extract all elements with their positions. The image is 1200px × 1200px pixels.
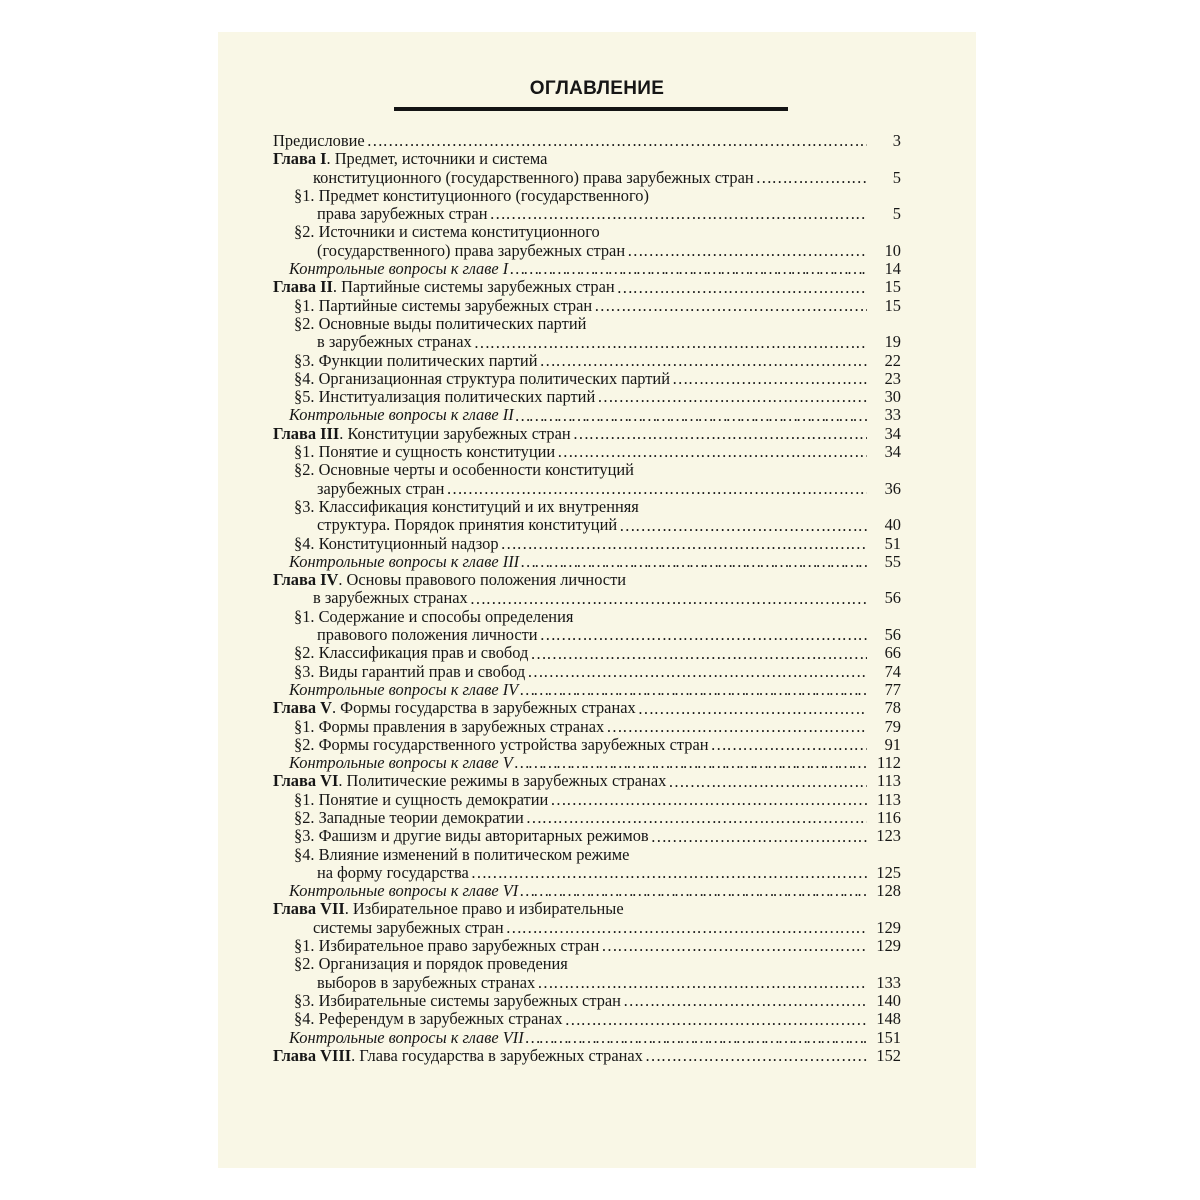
dot-leader	[474, 334, 867, 352]
toc-entry	[273, 681, 901, 699]
toc-title: §1. Формы правления в зарубежных странах	[294, 716, 605, 736]
toc-title: §2. Источники и система конституционного	[294, 222, 600, 242]
toc-title: §4. Конституционный надзор	[294, 533, 499, 553]
toc-entry	[273, 187, 901, 205]
dot-leader	[537, 974, 867, 992]
toc-entry	[273, 626, 901, 644]
toc-title: выборов в зарубежных странах	[317, 972, 536, 992]
dot-leader	[619, 517, 867, 535]
toc-entry	[273, 608, 901, 626]
toc-entry	[273, 242, 901, 260]
toc-entry	[273, 791, 901, 809]
dot-leader	[668, 773, 867, 791]
dot-leader	[501, 535, 867, 553]
toc-entry-text	[317, 333, 472, 351]
page-number: 79	[884, 716, 901, 736]
toc-entry-text	[313, 589, 468, 607]
toc-title: §1. Предмет конституционного (государственного)	[294, 185, 649, 205]
toc-entry-text	[294, 992, 621, 1010]
page-number: 116	[877, 807, 901, 827]
dot-leader	[711, 736, 867, 754]
page-number: 133	[876, 972, 901, 992]
toc-entry	[273, 846, 901, 864]
toc-title: конституционного (государственного) права зарубежных стран	[313, 167, 754, 187]
dot-leader	[638, 700, 867, 718]
dot-leader	[617, 279, 867, 297]
chapter-label: Глава VI	[273, 771, 339, 791]
toc-title: §2. Основные выды политических партий	[294, 313, 587, 333]
toc-entry-text	[294, 954, 568, 973]
toc-entry	[273, 461, 901, 479]
toc-entry	[273, 553, 901, 571]
toc-entry	[273, 333, 901, 351]
toc-title: §1. Содержание и способы определения	[294, 606, 574, 626]
toc-entry-text	[289, 882, 518, 900]
toc-entry-text	[294, 370, 670, 388]
toc-title: . Политические режимы в зарубежных странах	[338, 771, 667, 791]
toc-title: §3. Виды гарантий прав и свобод	[294, 661, 526, 681]
toc-entry-text	[273, 570, 626, 589]
page-number: 40	[884, 515, 901, 535]
toc-title: §4. Организационная структура политических партий	[294, 368, 670, 388]
dot-leader	[516, 407, 867, 425]
page-number: 3	[892, 131, 901, 150]
page-number: 23	[884, 368, 901, 388]
page-number: 77	[884, 679, 901, 699]
page-number: 36	[884, 478, 901, 498]
toc-entry-text	[289, 260, 508, 278]
chapter-label: Глава III	[273, 423, 340, 443]
dot-leader	[651, 828, 867, 846]
toc-entry	[273, 169, 901, 187]
toc-entry-text	[294, 1010, 563, 1028]
toc-entry	[273, 772, 901, 790]
toc-entry-text	[294, 535, 499, 553]
toc-title: в зарубежных странах	[317, 332, 472, 352]
dot-leader	[601, 937, 867, 955]
toc-entry	[273, 663, 901, 681]
toc-title: §2. Формы государственного устройства зарубежных стран	[294, 734, 709, 754]
dot-leader	[515, 754, 867, 772]
toc-entry	[273, 827, 901, 845]
toc-entry	[273, 370, 901, 388]
page-number: 113	[877, 789, 901, 809]
chapter-label: Глава II	[273, 277, 333, 297]
chapter-label: Глава V	[273, 698, 332, 718]
dot-leader	[606, 718, 867, 736]
toc-entry-text	[289, 406, 514, 424]
page-title: ОГЛАВЛЕНИЕ	[529, 78, 665, 99]
toc-title: §2. Западные теории демократии	[294, 807, 524, 827]
toc-entry	[273, 754, 901, 772]
toc-entry-text	[294, 222, 600, 241]
page-number: 129	[876, 936, 901, 956]
page-number: 56	[884, 588, 901, 608]
page-number: 34	[884, 423, 901, 443]
toc-entry	[273, 974, 901, 992]
toc-title: Контрольные вопросы к главе I	[289, 259, 509, 279]
dot-leader	[446, 480, 867, 498]
toc-title: §3. Классификация конституций и их внутренняя	[294, 496, 639, 516]
dot-leader	[526, 1029, 867, 1047]
toc-entry-text	[294, 388, 595, 406]
table-of-contents	[273, 132, 901, 1065]
toc-title: . Конституции зарубежных стран	[339, 423, 571, 443]
toc-entry-text	[313, 919, 504, 937]
dot-leader	[550, 791, 867, 809]
toc-entry	[273, 992, 901, 1010]
toc-entry-text	[294, 497, 639, 516]
toc-entry	[273, 1047, 901, 1065]
toc-entry-text	[289, 553, 519, 571]
toc-entry-text	[317, 516, 617, 534]
toc-entry-text	[294, 845, 629, 864]
dot-leader	[506, 919, 867, 937]
dot-leader	[557, 443, 867, 461]
toc-entry-text	[313, 169, 754, 187]
page-number: 74	[884, 661, 901, 681]
toc-entry	[273, 352, 901, 370]
toc-title: Контрольные вопросы к главе II	[289, 405, 514, 425]
toc-title: системы зарубежных стран	[313, 917, 504, 937]
page-number: 30	[884, 387, 901, 407]
dot-leader	[756, 169, 867, 187]
toc-entry-text	[289, 1029, 524, 1047]
toc-entry-text	[273, 425, 571, 443]
toc-entry	[273, 864, 901, 882]
page-number: 19	[884, 332, 901, 352]
toc-entry-text	[317, 864, 469, 882]
toc-entry-text	[317, 480, 444, 498]
page-number: 128	[876, 881, 901, 901]
toc-entry-text	[294, 791, 548, 809]
chapter-label: Глава IV	[273, 570, 339, 590]
toc-title: Контрольные вопросы к главе V	[289, 753, 513, 773]
toc-entry	[273, 937, 901, 955]
dot-leader	[627, 242, 867, 260]
toc-entry-text	[294, 314, 586, 333]
toc-title: Контрольные вопросы к главе VI	[289, 881, 519, 901]
toc-entry	[273, 223, 901, 241]
page-number: 91	[884, 734, 901, 754]
toc-entry	[273, 718, 901, 736]
page-number: 113	[877, 771, 901, 791]
page-number: 55	[884, 551, 901, 571]
toc-entry	[273, 443, 901, 461]
page-number: 148	[876, 1009, 901, 1029]
toc-title: права зарубежных стран	[317, 204, 488, 224]
toc-entry-text	[273, 699, 636, 717]
page-number: 123	[876, 826, 901, 846]
page-number: 22	[884, 350, 901, 370]
toc-entry-text	[289, 681, 518, 699]
toc-title: правового положения личности	[317, 625, 538, 645]
toc-entry-text	[273, 772, 666, 790]
toc-title: . Предмет, источники и система	[326, 149, 548, 169]
dot-leader	[540, 626, 867, 644]
toc-title: §2. Организация и порядок проведения	[294, 954, 568, 974]
toc-entry-text	[294, 644, 528, 662]
title-underline	[394, 107, 788, 111]
toc-entry	[273, 535, 901, 553]
toc-entry-text	[294, 460, 634, 479]
page-number: 140	[876, 990, 901, 1010]
toc-entry-text	[294, 297, 592, 315]
toc-entry-text	[294, 607, 573, 626]
toc-title: в зарубежных странах	[313, 588, 468, 608]
dot-leader	[573, 425, 867, 443]
toc-entry	[273, 736, 901, 754]
page-number: 15	[884, 295, 901, 315]
dot-leader	[672, 370, 867, 388]
dot-leader	[645, 1047, 867, 1065]
toc-title: зарубежных стран	[317, 478, 445, 498]
toc-entry	[273, 205, 901, 223]
dot-leader	[490, 205, 867, 223]
toc-entry-text	[273, 1047, 643, 1065]
toc-entry-text	[294, 718, 604, 736]
toc-entry	[273, 480, 901, 498]
page-number: 56	[884, 625, 901, 645]
toc-entry-text	[294, 663, 525, 681]
toc-title: Контрольные вопросы к главе VII	[289, 1027, 524, 1047]
toc-title: Контрольные вопросы к главе III	[289, 551, 520, 571]
dot-leader	[471, 864, 867, 882]
toc-entry	[273, 498, 901, 516]
toc-title: §1. Партийные системы зарубежных стран	[294, 295, 593, 315]
toc-entry	[273, 516, 901, 534]
toc-entry-text	[273, 132, 365, 150]
toc-entry-text	[273, 149, 547, 168]
dot-leader	[521, 553, 867, 571]
toc-title: §5. Институализация политических партий	[294, 387, 596, 407]
toc-title: Предисловие	[273, 131, 365, 150]
dot-leader	[539, 352, 867, 370]
toc-entry-text	[294, 827, 649, 845]
toc-entry-text	[317, 242, 625, 260]
dot-leader	[530, 645, 867, 663]
page-number: 78	[884, 698, 901, 718]
dot-leader	[526, 809, 867, 827]
page-number: 125	[876, 862, 901, 882]
toc-title: §1. Понятие и сущность конституции	[294, 442, 556, 462]
toc-title: . Избирательное право и избирательные	[344, 899, 624, 919]
toc-entry-text	[294, 443, 555, 461]
toc-entry	[273, 571, 901, 589]
toc-entry-text	[317, 974, 535, 992]
toc-entry	[273, 644, 901, 662]
page-number: 5	[892, 167, 901, 187]
toc-entry	[273, 315, 901, 333]
toc-title: §1. Избирательное право зарубежных стран	[294, 936, 600, 956]
dot-leader	[594, 297, 867, 315]
page-number: 112	[877, 753, 901, 773]
page-number: 5	[892, 204, 901, 224]
toc-entry-text	[273, 278, 615, 296]
toc-title: Контрольные вопросы к главе IV	[289, 679, 519, 699]
dot-leader	[623, 992, 867, 1010]
toc-entry	[273, 1010, 901, 1028]
toc-title: . Формы государства в зарубежных странах	[331, 698, 636, 718]
toc-entry-text	[294, 352, 537, 370]
toc-title: структура. Порядок принятия конституций	[317, 515, 618, 535]
toc-entry	[273, 955, 901, 973]
toc-entry-text	[294, 186, 649, 205]
toc-entry-text	[317, 205, 488, 223]
chapter-label: Глава I	[273, 149, 327, 169]
page-number: 66	[884, 643, 901, 663]
dot-leader	[367, 132, 867, 150]
toc-title: §3. Избирательные системы зарубежных стран	[294, 990, 621, 1010]
page-number: 129	[876, 917, 901, 937]
toc-title: (государственного) права зарубежных стран	[317, 240, 626, 260]
page-number: 14	[884, 259, 901, 279]
toc-entry	[273, 1029, 901, 1047]
toc-entry-text	[289, 754, 513, 772]
toc-title: . Глава государства в зарубежных странах	[351, 1045, 643, 1065]
toc-title: §2. Классификация прав и свобод	[294, 643, 529, 663]
chapter-label: Глава VIII	[273, 1045, 352, 1065]
chapter-label: Глава VII	[273, 899, 345, 919]
dot-leader	[470, 590, 867, 608]
toc-entry	[273, 150, 901, 168]
toc-entry-text	[317, 626, 538, 644]
toc-title: §3. Функции политических партий	[294, 350, 538, 370]
dot-leader	[520, 681, 867, 699]
toc-entry	[273, 699, 901, 717]
dot-leader	[597, 388, 867, 406]
dot-leader	[565, 1011, 867, 1029]
page-number: 34	[884, 442, 901, 462]
toc-title: §4. Референдум в зарубежных странах	[294, 1009, 563, 1029]
toc-title: . Партийные системы зарубежных стран	[332, 277, 615, 297]
toc-entry-text	[294, 736, 709, 754]
toc-entry	[273, 882, 901, 900]
toc-entry	[273, 425, 901, 443]
dot-leader	[527, 663, 867, 681]
page-number: 15	[884, 277, 901, 297]
toc-entry	[273, 132, 901, 150]
toc-title: §3. Фашизм и другие виды авторитарных режимов	[294, 826, 649, 846]
toc-title: §2. Основные черты и особенности конституций	[294, 460, 634, 480]
toc-entry	[273, 406, 901, 424]
toc-entry	[273, 388, 901, 406]
toc-entry	[273, 260, 901, 278]
page-number: 151	[876, 1027, 901, 1047]
toc-entry	[273, 589, 901, 607]
toc-entry	[273, 278, 901, 296]
toc-entry	[273, 297, 901, 315]
page-number: 10	[884, 240, 901, 260]
book-page	[218, 32, 976, 1168]
toc-entry	[273, 900, 901, 918]
toc-entry	[273, 809, 901, 827]
page-number: 152	[876, 1045, 901, 1065]
toc-title: §4. Влияние изменений в политическом режиме	[294, 844, 630, 864]
dot-leader	[520, 882, 867, 900]
toc-title: §1. Понятие и сущность демократии	[294, 789, 549, 809]
page-number: 33	[884, 405, 901, 425]
toc-title: на форму государства	[317, 862, 469, 882]
toc-entry-text	[273, 899, 624, 918]
dot-leader	[510, 260, 867, 278]
toc-title: . Основы правового положения личности	[338, 570, 627, 590]
toc-entry-text	[294, 937, 599, 955]
toc-entry-text	[294, 809, 524, 827]
page-number: 51	[884, 533, 901, 553]
toc-entry	[273, 919, 901, 937]
